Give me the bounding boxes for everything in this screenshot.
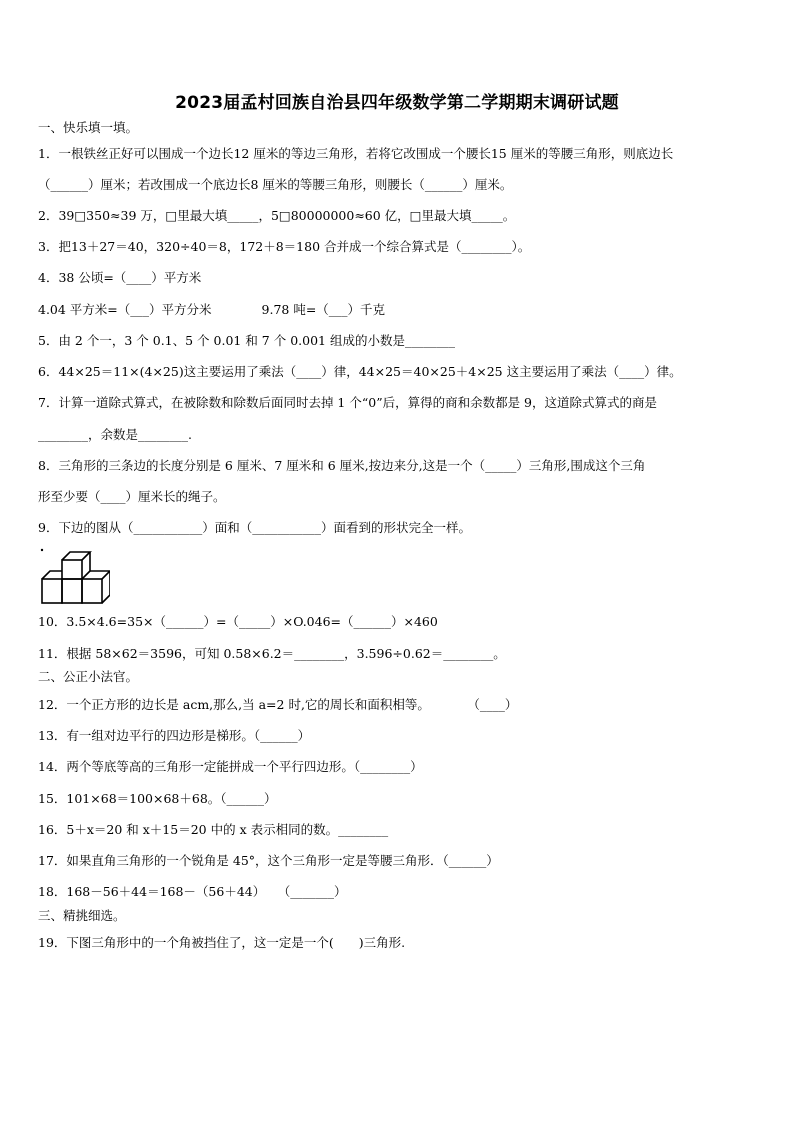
cube-stack-drawing [38, 548, 110, 606]
question-19: 19．下图三角形中的一个角被挡住了，这一定是一个( )三角形. [38, 935, 406, 950]
question-7-line-1: 7．计算一道除式算式，在被除数和除数后面同时去掉 1 个“0”后，算得的商和余数都是 9，这道除式算式的商是 [38, 395, 658, 410]
question-1-line-2: （______）厘米；若改围成一个底边长8 厘米的等腰三角形，则腰长（______）厘米。 [38, 177, 513, 192]
question-14: 14．两个等底等高的三角形一定能拼成一个平行四边形。（________） [38, 759, 423, 774]
question-12: 12．一个正方形的边长是 acm,那么,当 a=2 时,它的周长和面积相等。 （____） [38, 697, 518, 712]
question-11: 11．根据 58×62＝3596，可知 0.58×6.2＝________，3.596÷0.62＝________。 [38, 646, 506, 661]
question-15: 15．101×68＝100×68＋68。（______） [38, 791, 277, 806]
question-6: 6．44×25＝11×(4×25)这主要运用了乘法（____）律，44×25＝40×25＋4×25 这主要运用了乘法（____）律。 [38, 364, 682, 379]
question-2: 2．39□350≈39 万，□里最大填_____，5□80000000≈60 亿，□里最大填_____。 [38, 208, 516, 223]
question-8-line-1: 8．三角形的三条边的长度分别是 6 厘米、7 厘米和 6 厘米,按边来分,这是一个（_____）三角形,围成这个三角 [38, 458, 646, 473]
question-4-line-1: 4．38 公顷=（____）平方米 [38, 270, 202, 285]
figure-dot [41, 549, 43, 551]
section-heading-2: 二、公正小法官。 [38, 669, 139, 684]
question-10: 10．3.5×4.6=35×（______）=（_____）×O.046=（______）×460 [38, 614, 438, 629]
question-3: 3．把13＋27＝40，320÷40＝8，172＋8＝180 合并成一个综合算式是（________）。 [38, 239, 531, 254]
section-heading-1: 一、快乐填一填。 [38, 120, 139, 135]
cube-stack-figure [38, 548, 110, 606]
question-9: 9．下边的图从（___________）面和（___________）面看到的形状完全一样。 [38, 520, 471, 535]
section-heading-3: 三、精挑细选。 [38, 908, 126, 923]
question-16: 16．5＋x＝20 和 x＋15＝20 中的 x 表示相同的数。________ [38, 822, 389, 837]
question-4-line-2: 4.04 平方米=（___）平方分米 9.78 吨=（___）千克 [38, 302, 386, 317]
question-8-line-2: 形至少要（____）厘米长的绳子。 [38, 489, 226, 504]
question-13: 13．有一组对边平行的四边形是梯形。（______） [38, 728, 311, 743]
question-5: 5．由 2 个一，3 个 0.1、5 个 0.01 和 7 个 0.001 组成的小数是________ [38, 333, 455, 348]
question-1-line-1: 1．一根铁丝正好可以围成一个边长12 厘米的等边三角形，若将它改围成一个腰长15 厘米的等腰三角形，则底边长 [38, 146, 674, 161]
question-7-line-2: ________，余数是________. [38, 427, 192, 442]
question-18: 18．168－56＋44＝168－（56＋44） （_______） [38, 884, 347, 899]
question-17: 17．如果直角三角形的一个锐角是 45°，这个三角形一定是等腰三角形．（______） [38, 853, 499, 868]
page-title: 2023届孟村回族自治县四年级数学第二学期期末调研试题 [175, 93, 619, 113]
